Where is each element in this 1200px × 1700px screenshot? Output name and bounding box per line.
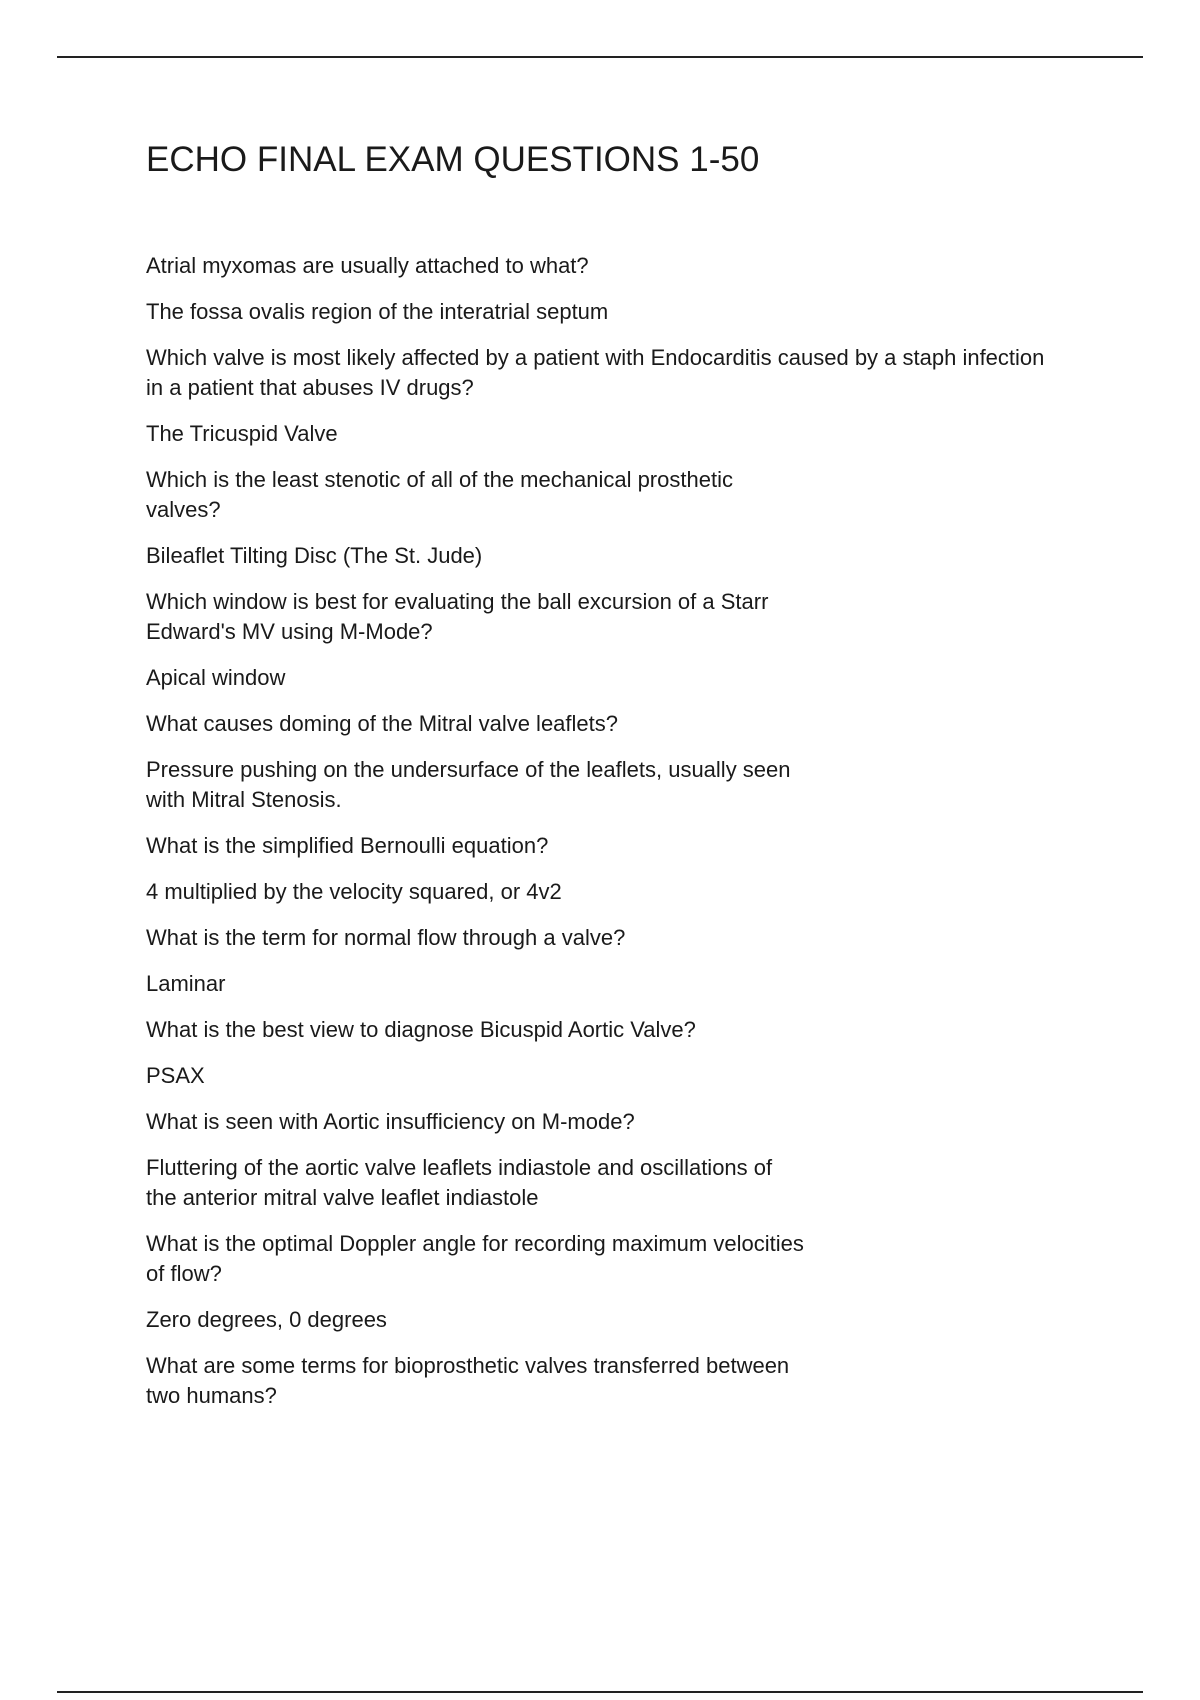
answer-9: Fluttering of the aortic valve leaflets indiastole and oscillations of the anterior mitral valve leaflet indiastole: [146, 1155, 773, 1210]
answer-1: The fossa ovalis region of the interatrial septum: [146, 299, 609, 324]
question-7: What is the term for normal flow through a valve?: [146, 925, 626, 950]
question-11: What are some terms for bioprosthetic valves transferred between two humans?: [146, 1353, 790, 1408]
question-6: What is the simplified Bernoulli equation?: [146, 833, 549, 858]
question-4: Which window is best for evaluating the ball excursion of a Starr Edward's MV using M-Mode?: [146, 589, 769, 644]
answer-7: Laminar: [146, 971, 226, 996]
question-9: What is seen with Aortic insufficiency on M-mode?: [146, 1109, 635, 1134]
answer-5: Pressure pushing on the undersurface of the leaflets, usually seen with Mitral Stenosis.: [146, 757, 791, 812]
answer-8: PSAX: [146, 1063, 205, 1088]
question-10: What is the optimal Doppler angle for recording maximum velocities of flow?: [146, 1231, 804, 1286]
qa-list: [146, 251, 1066, 1427]
question-2: Which valve is most likely affected by a patient with Endocarditis caused by a staph infection in a patient that abuses IV drugs?: [146, 345, 1045, 400]
question-8: What is the best view to diagnose Bicuspid Aortic Valve?: [146, 1017, 696, 1042]
question-3: Which is the least stenotic of all of the mechanical prosthetic valves?: [146, 467, 733, 522]
answer-2: The Tricuspid Valve: [146, 421, 338, 446]
question-5: What causes doming of the Mitral valve leaflets?: [146, 711, 619, 736]
answer-10: Zero degrees, 0 degrees: [146, 1307, 387, 1332]
page-title: ECHO FINAL EXAM QUESTIONS 1-50: [146, 140, 760, 179]
question-1: Atrial myxomas are usually attached to what?: [146, 253, 589, 278]
answer-6: 4 multiplied by the velocity squared, or 4v2: [146, 879, 562, 904]
answer-3: Bileaflet Tilting Disc (The St. Jude): [146, 543, 483, 568]
bottom-rule: [57, 1691, 1143, 1693]
answer-4: Apical window: [146, 665, 286, 690]
top-rule: [57, 56, 1143, 58]
